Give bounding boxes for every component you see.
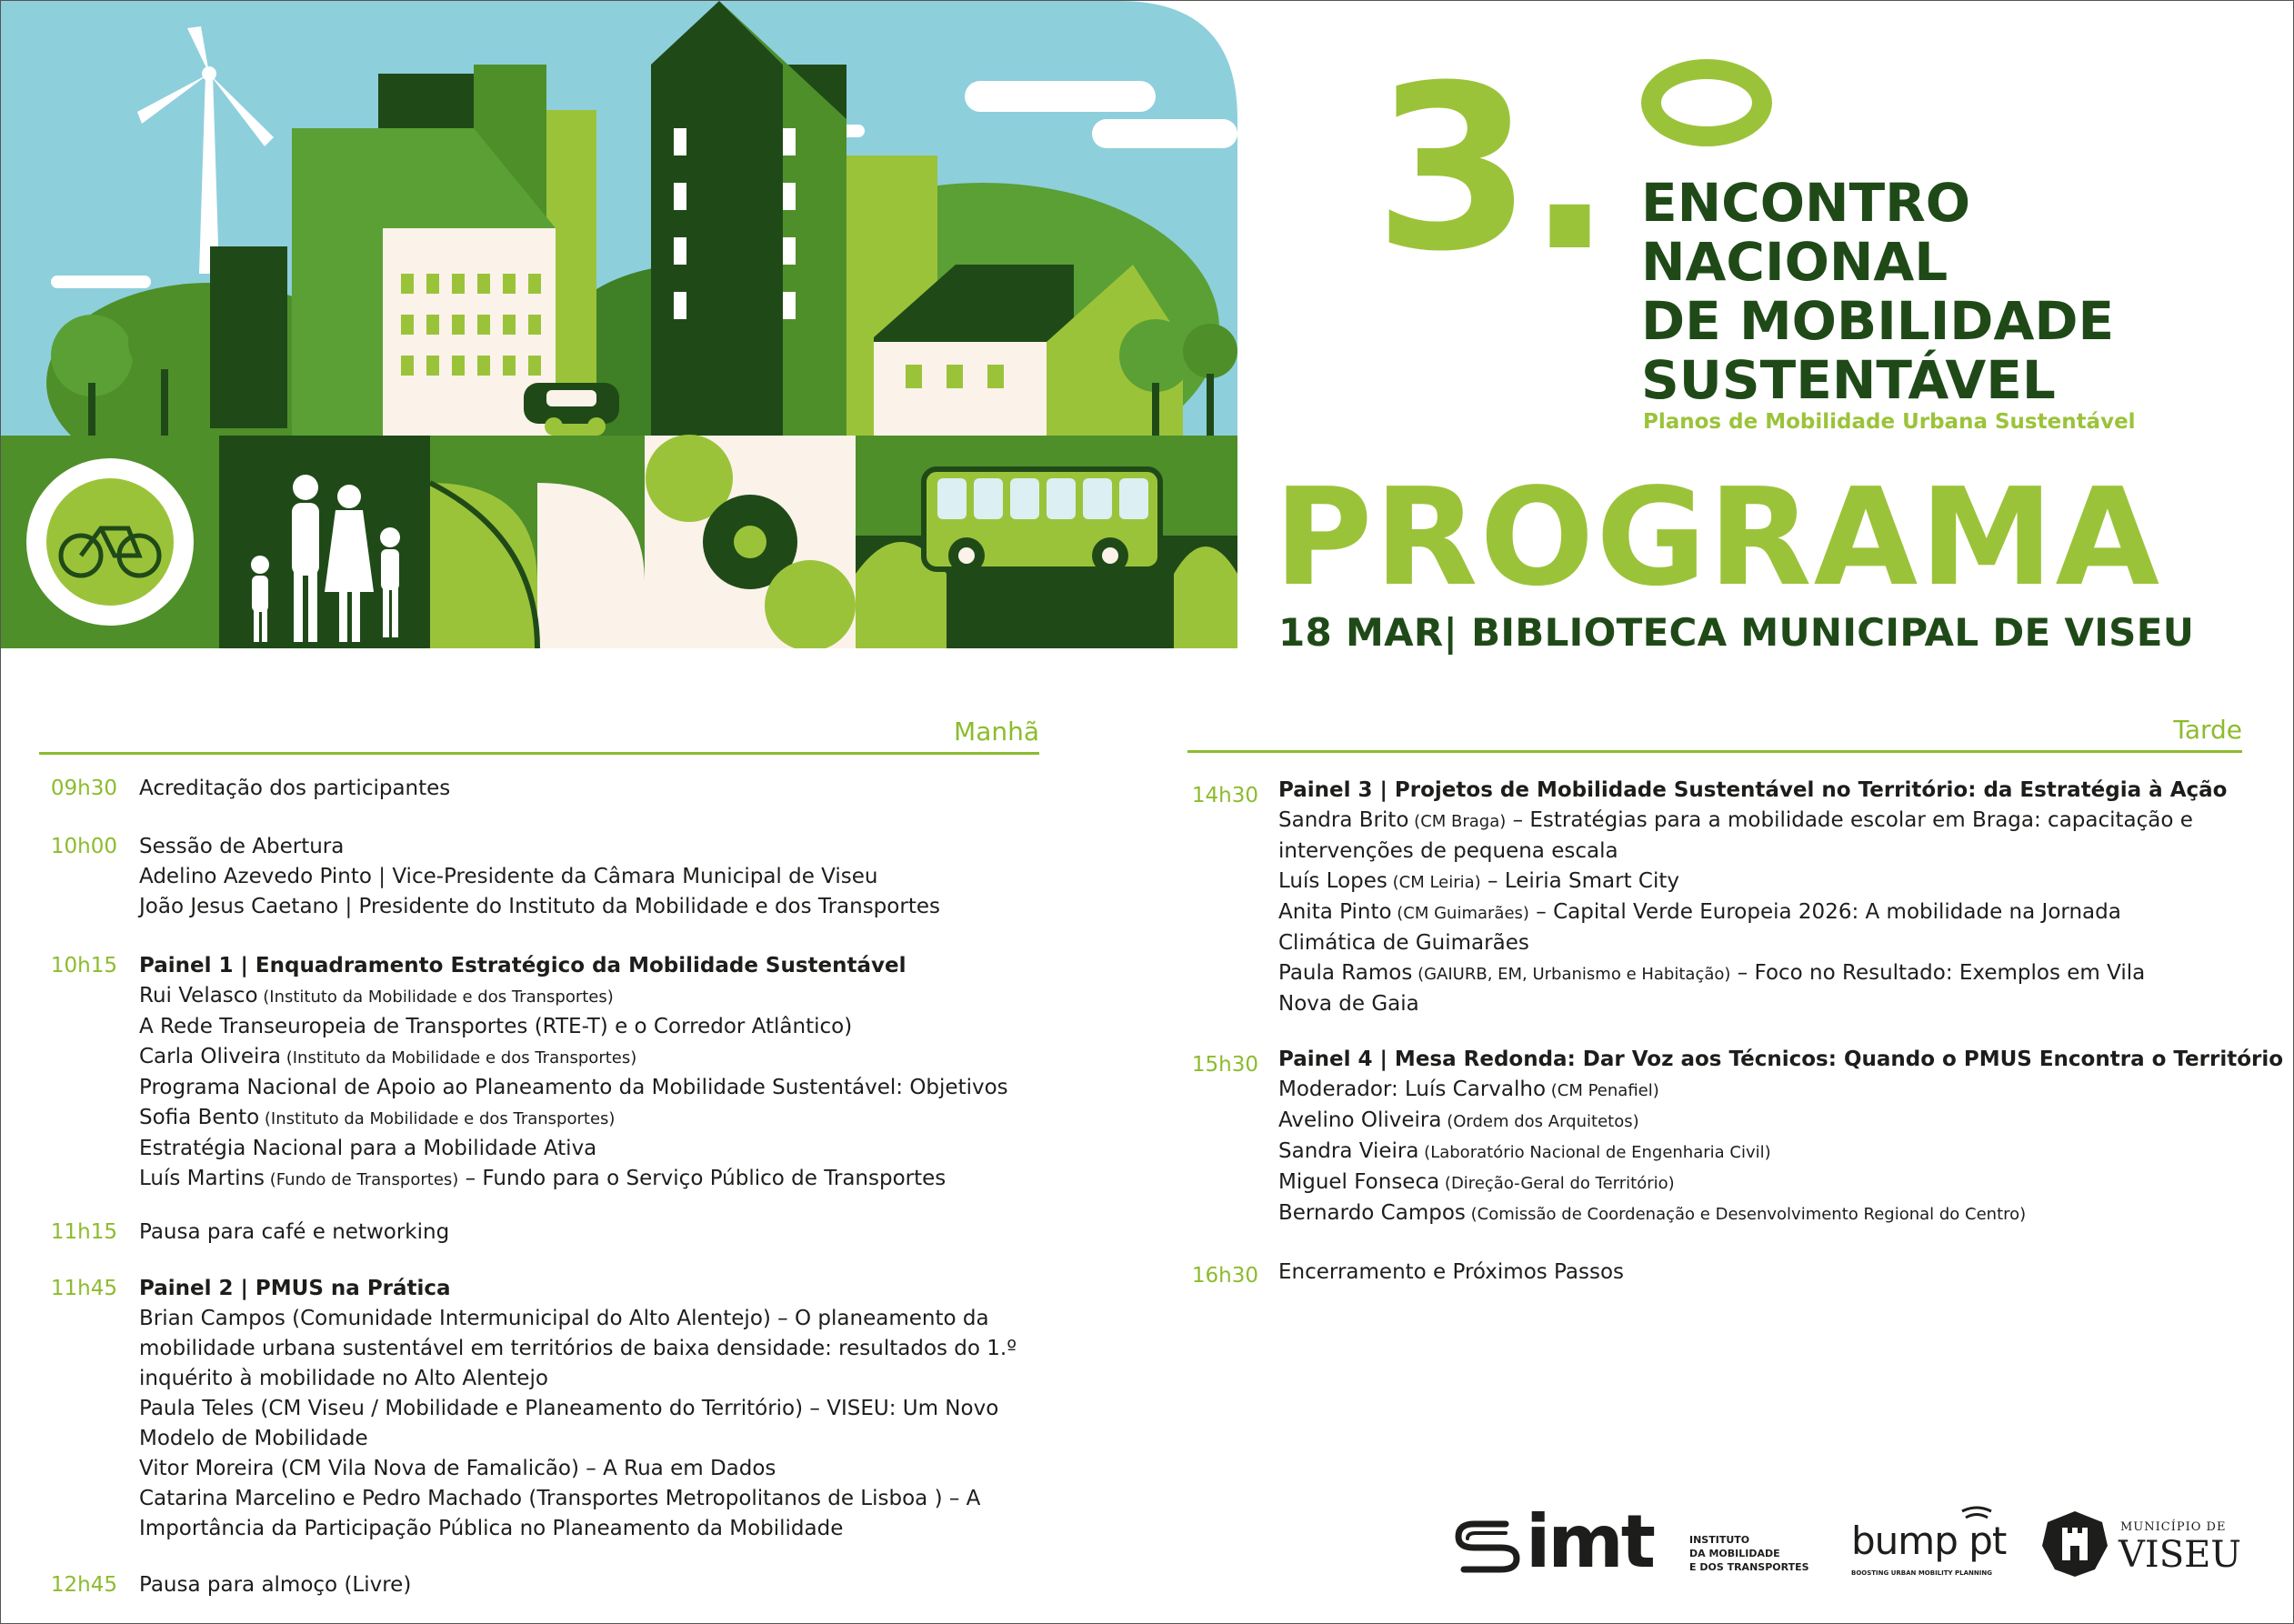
imt-logo <box>1451 1499 1815 1586</box>
viseu-logo <box>2040 1509 2249 1587</box>
afternoon-heading: Tarde <box>2173 715 2242 745</box>
speaker-name: Bernardo Campos <box>1278 1201 1466 1225</box>
speaker-line <box>1278 1198 2242 1229</box>
session-content <box>139 1274 1048 1544</box>
speaker-name: Anita Pinto <box>1278 900 1392 924</box>
speaker-role: | Presidente do Instituto da Mobilidade e dos Transportes <box>338 895 940 918</box>
speaker-line <box>139 1103 1048 1134</box>
speaker-line <box>139 981 1048 1012</box>
session-time: 15h30 <box>1191 1053 1258 1077</box>
panel-title: Painel 1 | Enquadramento Estratégico da Mobilidade Sustentável <box>139 954 907 977</box>
speaker-org: (CM Braga) <box>1408 812 1507 831</box>
session-content <box>139 951 1048 1195</box>
speaker-name: Miguel Fonseca <box>1278 1170 1440 1194</box>
speaker-name: Carla Oliveira <box>139 1045 281 1068</box>
speaker-name: Luís Carvalho <box>1405 1078 1547 1101</box>
talk-title: Importância da Participação Pública no Planeamento da Mobilidade <box>139 1517 844 1540</box>
morning-schedule <box>39 710 1039 1597</box>
speaker-org: (Instituto da Mobilidade e dos Transportes) <box>281 1048 637 1068</box>
talk-title: mobilidade urbana sustentável em territórios de baixa densidade: resultados do 1.º <box>139 1337 1017 1360</box>
speaker-name: Luís Lopes <box>1278 869 1387 893</box>
session-time: 11h15 <box>50 1220 117 1244</box>
event-title-line: NACIONAL <box>1641 231 1948 293</box>
session-content <box>1278 776 2242 1019</box>
session-time: 10h00 <box>50 835 117 858</box>
speaker-line <box>1278 958 2242 989</box>
viseu-small-text: MUNICÍPIO DE <box>2120 1520 2227 1534</box>
speaker-line <box>139 1042 1048 1073</box>
talk-title: inquérito à mobilidade no Alto Alentejo <box>139 1367 548 1390</box>
session-time: 11h45 <box>50 1277 117 1300</box>
speaker-name: Sandra Brito <box>1278 808 1409 832</box>
speaker-name: Adelino Azevedo Pinto <box>139 865 372 888</box>
talk-title: Programa Nacional de Apoio ao Planeamento da Mobilidade Sustentável: Objetivos <box>139 1076 1008 1099</box>
session-line: Acreditação dos participantes <box>139 777 451 800</box>
morning-heading: Manhã <box>954 717 1039 747</box>
event-title-line: ENCONTRO <box>1641 172 1971 234</box>
session-time: 16h30 <box>1191 1264 1258 1288</box>
talk-title: Modelo de Mobilidade <box>139 1427 368 1450</box>
talk-title: – Estratégias para a mobilidade escolar em Braga: capacitação e <box>1506 808 2193 832</box>
speaker-line <box>1278 897 2242 928</box>
talk-title: (Transportes Metropolitanos de Lisboa ) – A <box>522 1487 981 1510</box>
talk-title: – Fundo para o Serviço Público de Transportes <box>458 1167 947 1190</box>
talk-title: – Foco no Resultado: Exemplos em Vila <box>1730 961 2146 985</box>
talk-title: – Capital Verde Europeia 2026: A mobilidade na Jornada <box>1528 900 2121 924</box>
speaker-name: Luís Martins <box>139 1167 265 1190</box>
imt-caption-line: DA MOBILIDADE <box>1689 1548 1780 1559</box>
event-title-line: DE MOBILIDADE <box>1641 290 2115 352</box>
speaker-line <box>139 862 1048 892</box>
panel-title: Painel 2 | PMUS na Prática <box>139 1277 451 1300</box>
speaker-org: (CM Penafiel) <box>1546 1081 1659 1100</box>
date-venue: 18 MAR| BIBLIOTECA MUNICIPAL DE VISEU <box>1278 610 2195 655</box>
title-block <box>1274 36 2256 674</box>
sponsor-logos <box>1451 1499 2251 1588</box>
talk-title: Estratégia Nacional para a Mobilidade Ativa <box>139 1137 597 1160</box>
speaker-name: João Jesus Caetano <box>139 895 339 918</box>
session-line: Encerramento e Próximos Passos <box>1278 1260 1625 1284</box>
event-subtitle: Planos de Mobilidade Urbana Sustentável <box>1643 410 2136 434</box>
speaker-line <box>1278 1137 2242 1168</box>
speaker-name: Avelino Oliveira <box>1278 1108 1442 1132</box>
ordinal-indicator <box>1641 59 1772 146</box>
speaker-org: (CM Leiria) <box>1387 873 1481 892</box>
speaker-line <box>139 1304 1048 1334</box>
speaker-org: (GAIURB, EM, Urbanismo e Habitação) <box>1412 965 1731 984</box>
speaker-line <box>1278 1106 2242 1137</box>
talk-title: A Rede Transeuropeia de Transportes (RTE-T) e o Corredor Atlântico) <box>139 1015 853 1038</box>
event-title-line: SUSTENTÁVEL <box>1641 349 2056 411</box>
viseu-crest-icon <box>2040 1509 2109 1579</box>
session-content <box>139 1570 1048 1600</box>
session-line: Pausa para almoço (Livre) <box>139 1573 412 1597</box>
session-line: Sessão de Abertura <box>139 835 345 858</box>
speaker-role: | Vice-Presidente da Câmara Municipal de Viseu <box>371 865 878 888</box>
talk-title: Climática de Guimarães <box>1278 931 1529 955</box>
talk-title: – Leiria Smart City <box>1480 869 1679 893</box>
talk-title: (CM Viseu / Mobilidade e Planeamento do Território) – VISEU: Um Novo <box>254 1397 999 1420</box>
imt-symbol-icon <box>1451 1513 1524 1577</box>
afternoon-schedule <box>1187 708 2284 1288</box>
speaker-org: (Instituto da Mobilidade e dos Transportes) <box>259 1109 616 1128</box>
moderator-line <box>1278 1075 2242 1106</box>
speaker-name: Rui Velasco <box>139 984 258 1007</box>
talk-title: Nova de Gaia <box>1278 992 1419 1016</box>
speaker-line <box>139 1394 1048 1424</box>
session-content <box>139 832 1048 922</box>
session-time: 10h15 <box>50 954 117 977</box>
session-content <box>139 774 1048 804</box>
morning-header <box>39 710 1039 755</box>
imt-caption-line: E DOS TRANSPORTES <box>1689 1561 1809 1573</box>
speaker-name: Catarina Marcelino e Pedro Machado <box>139 1487 523 1510</box>
session-line: Pausa para café e networking <box>139 1220 450 1244</box>
imt-caption <box>1689 1533 1809 1574</box>
programa-heading: PROGRAMA <box>1274 459 2162 616</box>
speaker-org: (Fundo de Transportes) <box>265 1170 459 1189</box>
speaker-line <box>139 1484 1048 1514</box>
speaker-org: (Instituto da Mobilidade e dos Transportes) <box>257 987 614 1007</box>
speaker-line <box>139 1164 1048 1195</box>
session-time: 14h30 <box>1191 784 1258 807</box>
imt-caption-line: INSTITUTO <box>1689 1534 1750 1546</box>
session-content <box>1278 1045 2284 1229</box>
speaker-name: Paula Ramos <box>1278 961 1413 985</box>
speaker-name: Vitor Moreira <box>139 1457 275 1480</box>
talk-title: (CM Vila Nova de Famalicão) – A Rua em Dados <box>274 1457 776 1480</box>
session-time: 12h45 <box>50 1573 117 1597</box>
bump-logo <box>1851 1506 2033 1588</box>
session-content <box>139 1218 1048 1248</box>
bump-tagline: BOOSTING URBAN MOBILITY PLANNING <box>1851 1569 1992 1577</box>
speaker-line <box>139 1454 1048 1484</box>
speaker-org: (Comissão de Coordenação e Desenvolvimento Regional do Centro) <box>1465 1205 2027 1224</box>
speaker-line <box>1278 1168 2242 1198</box>
viseu-big-text: VISEU <box>2119 1534 2241 1576</box>
speaker-org: (CM Guimarães) <box>1391 904 1529 923</box>
panel-title: Painel 4 | Mesa Redonda: Dar Voz aos Técnicos: Quando o PMUS Encontra o Território <box>1278 1048 2284 1071</box>
edition-number: 3. <box>1374 36 1608 301</box>
bump-wordmark: bump pt <box>1851 1519 2007 1563</box>
talk-title: intervenções de pequena escala <box>1278 839 1618 863</box>
speaker-line <box>139 892 1048 922</box>
city-illustration <box>1 1 1237 648</box>
speaker-line <box>1278 806 2242 837</box>
speaker-org: (Ordem dos Arquitetos) <box>1441 1112 1639 1131</box>
speaker-org: (Laboratório Nacional de Engenharia Civil) <box>1418 1143 1771 1162</box>
speaker-name: Sandra Vieira <box>1278 1139 1419 1163</box>
speaker-name: Sofia Bento <box>139 1106 260 1129</box>
panel-title: Painel 3 | Projetos de Mobilidade Sustentável no Território: da Estratégia à Ação <box>1278 778 2228 802</box>
speaker-name: Paula Teles <box>139 1397 255 1420</box>
session-time: 09h30 <box>50 777 117 800</box>
event-title <box>1641 174 2150 410</box>
speaker-name: Brian Campos <box>139 1307 285 1330</box>
moderator-label: Moderador: <box>1278 1078 1405 1101</box>
speaker-org: (Direção-Geral do Território) <box>1439 1174 1675 1193</box>
afternoon-header <box>1187 708 2242 753</box>
speaker-line <box>1278 867 2242 897</box>
talk-title: (Comunidade Intermunicipal do Alto Alentejo) – O planeamento da <box>285 1307 989 1330</box>
tiles-row <box>1 435 1237 648</box>
imt-wordmark: imt <box>1526 1499 1654 1584</box>
session-content <box>1278 1258 2242 1288</box>
